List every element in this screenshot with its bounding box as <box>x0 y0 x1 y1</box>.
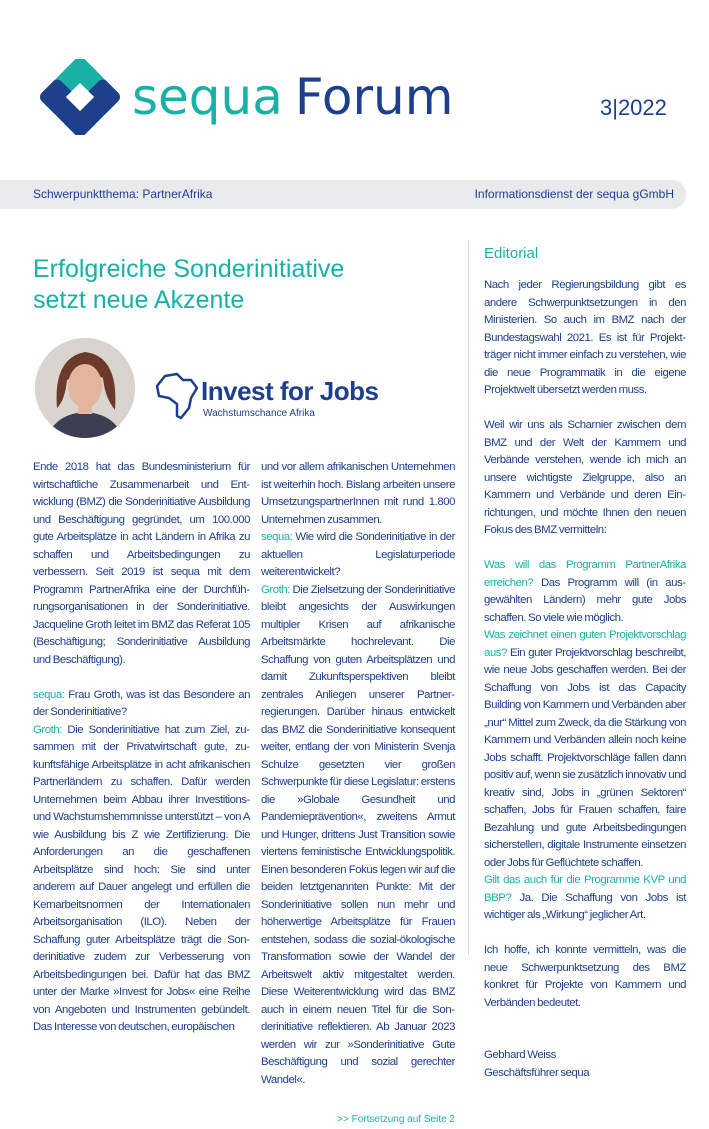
title-line: setzt neue Akzente <box>33 286 245 314</box>
column-divider <box>468 240 469 955</box>
publisher-label: Informationsdienst der sequa gGmbH <box>474 187 674 201</box>
speaker-label: sequa: <box>33 688 65 701</box>
editorial-question: Was will das Programm PartnerAfrika erreichen? <box>484 559 686 589</box>
speaker-label: Groth: <box>261 583 290 596</box>
sequa-forum-logo <box>32 62 462 132</box>
article-column-1 <box>33 459 250 1037</box>
topic-band <box>0 180 686 209</box>
topic-label: Schwerpunktthema: PartnerAfrika <box>33 187 213 201</box>
editorial-column <box>484 277 686 1082</box>
intro-paragraph: Ende 2018 hat das Bundesministerium für wirtschaftliche Zusammenarbeit und Entwicklung (BMZ) die Sonderinitiative Ausbildung und Beschäftigung gegründet, um 100.000 gute Arbeitsplätze in acht Ländern in Afrika zu schaffen und Arbeitsbedingungen zu verbessern. Seit 2019 ist sequa mit dem Programm PartnerAfrika eine der Durchführungsorganisationen in der Sonderinitiative. Jacqueline Groth leitet im BMZ das Referat 105 (Beschäftigung; Sonderinitiative Ausbildung und Beschäftigung). <box>33 461 250 666</box>
editorial-qa <box>484 557 686 627</box>
editorial-answer: Das Programm will (in ausgewählten Ländern) mehr gute Jobs schaffen. So viele wie möglich. <box>484 576 686 624</box>
question-text: Wie wird die Sonderinitiative in der aktuellen Legislaturperiode weiterentwickelt? <box>261 531 455 578</box>
africa-icon <box>155 372 199 422</box>
invest-for-jobs-logo <box>155 372 379 422</box>
signature-role: Geschäftsführer sequa <box>484 1066 590 1079</box>
editorial-answer: Ja. Die Schaffung von Jobs ist wichtiger als „Wirkung“ jeglicher Art. <box>484 891 686 921</box>
editorial-qa <box>484 872 686 925</box>
continued-link[interactable]: >> Fortsetzung auf Seite 2 <box>337 1114 455 1125</box>
speaker-label: sequa: <box>261 531 293 543</box>
editorial-paragraph: Weil wir uns als Scharnier zwischen dem BMZ und der Welt der Kammern und Verbände verstehen, wende ich mich an unsere wichtigste Zielgruppe, also an Kammern und Verbände und deren Einrichtungen, und möchte Ihnen den neuen Fokus des BMZ vermitteln: <box>484 419 686 536</box>
title-line: Erfolgreiche Sonderinitiative <box>33 255 345 283</box>
portrait-photo <box>35 338 135 438</box>
answer-text: Die Zielsetzung der Sonderinitiative bleibt angesichts der Auswirkungen multipler Krisen auf afrikanische Arbeitsmärkte hochrelevant. Die Schaffung von guten Arbeitsplätzen und damit Zukunftsperspektiven bleibt zentrales Anliegen unserer Partnerregierungen. Darüber hinaus entwickelt das BMZ die Sonderinitiative konsequent weiter, entlang der von Ministerin Svenja Schulze gesetzten vier großen Schwerpunkte für diese Legislatur: erstens die »Globale Gesundheit und Pandemieprävention«, zweitens Armut und Hunger, drittens Just Transition sowie viertens feministische Entwicklungspolitik. Einen besonderen Fokus legen wir auf die beiden letztgenannten Punkte: Mit der Sonderinitiative sollen nun mehr und höherwertige Arbeitsplätze für Frauen entstehen, sodass die sozial-ökologische Transformation sowie der Wandel der Arbeitswelt aktiv mitgestaltet werden. Diese Weiterentwicklung wird das BMZ auch in einem neuen Titel für die Sonderinitiative reflektieren. Ab Januar 2023 werden wir zur »Sonderinitiative Gute Beschäftigung und sozial gerechter Wandel«. <box>261 583 455 1086</box>
issue-number: 3|2022 <box>600 95 667 120</box>
editorial-question: Gilt das auch für die Programme KVP und BBP? <box>484 874 686 904</box>
answer-text: Die Sonderinitiative hat zum Ziel, zusammen mit der Privatwirtschaft gute, zukunftsfähige Arbeitsplätze in acht afrikanischen Partnerländern zu schaffen. Dafür werden Unternehmen beim Abbau ihrer Investitions- und Wachstumshemmnisse unterstützt – von A wie Ausbildung bis Z wie Zertifizierung. Die Anforderungen an die geschaffenen Arbeitsplätze sind hoch: Sie sind unter anderem auf Dauer angelegt und erfüllen die Kernarbeitsnormen der Internationalen Arbeitsorganisation (ILO). Neben der Schaffung guter Arbeitsplätze trägt die Sonderinitiative zudem zur Verbesserung von Arbeitsbedingungen bei. Dafür hat das BMZ unter der Marke »Invest for Jobs« eine Reihe von Angeboten und Instrumenten gebündelt. Das Interesse von deutschen, europäischen <box>33 723 250 1033</box>
ifj-subtitle: Wachstumschance Afrika <box>203 408 315 419</box>
answer-1-continued: und vor allem afrikanischen Unternehmen ist weiterhin hoch. Bislang arbeiten unsere UmsetzungspartnerInnen mit rund 1.800 Unternehmen zusammen. <box>261 461 455 526</box>
answer-2 <box>261 582 455 1090</box>
question-1 <box>33 687 250 722</box>
article-title <box>33 254 344 316</box>
ifj-title: Invest for Jobs <box>201 376 379 406</box>
editorial-heading: Editorial <box>484 245 539 262</box>
logo-text-forum: Forum <box>294 68 454 126</box>
editorial-qa <box>484 627 686 872</box>
sequa-diamond-icon <box>32 59 128 135</box>
editorial-paragraph: Ich hoffe, ich konnte vermitteln, was die neue Schwerpunktsetzung des BMZ konkret für Projekte von Kammern und Verbänden bedeutet. <box>484 944 686 1009</box>
editorial-question: Was zeichnet einen guten Projektvorschlag aus? <box>484 629 686 659</box>
speaker-label: Groth: <box>33 723 62 736</box>
editorial-answer: Ein guter Projektvorschlag beschreibt, wie neue Jobs geschaffen werden. Bei der Schaffung von Jobs ist das Capacity Building von Kammern und Verbänden aber „nur“ Mittel zum Zweck, da die Stärkung von Kammern und Verbänden allein noch keine Jobs schafft. Projektvorschläge fallen dann positiv auf, wenn sie zusätzlich innovativ und kreativ sind, Jobs in „grünen Sektoren“ schaffen, Jobs für Frauen schaffen, faire Bezahlung und gute Arbeitsbedingungen sicherstellen, digitale Instrumente einsetzen oder Jobs für Geflüchtete schaffen. <box>484 646 686 869</box>
article-column-2 <box>261 459 455 1129</box>
logo-text-sequa: sequa <box>132 68 283 126</box>
editorial-paragraph: Nach jeder Regierungsbildung gibt es andere Schwerpunktsetzungen in den Ministerien. So auch im BMZ nach der Bundestagswahl 2021. Es ist für Projektträger nicht immer einfach zu verstehen, wie die neue Programmatik in die eigene Projektwelt übersetzt werden muss. <box>484 279 686 396</box>
answer-1 <box>33 722 250 1037</box>
signature-name: Gebhard Weiss <box>484 1049 556 1061</box>
question-text: Frau Groth, was ist das Besondere an der Sonderinitiative? <box>33 688 250 718</box>
question-2 <box>261 529 455 582</box>
